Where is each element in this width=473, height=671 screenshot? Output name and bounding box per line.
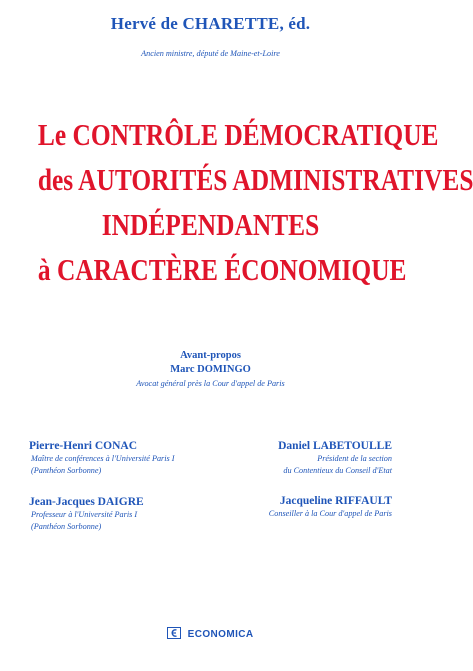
contributor-conac xyxy=(29,439,174,477)
contributor-name: Pierre-Henri CONAC xyxy=(29,440,138,452)
contributor-name: Jean-Jacques DAIGRE xyxy=(29,496,144,508)
foreword-author-role: Avocat général près la Cour d'appel de Paris xyxy=(136,379,285,388)
contributor-riffault xyxy=(269,494,392,520)
contributor-role: du Contentieux du Conseil d'Etat xyxy=(283,466,392,475)
contributor-role: Président de la section xyxy=(317,454,392,463)
foreword-author: Marc DOMINGO xyxy=(170,364,251,375)
publisher xyxy=(0,627,421,642)
contributor-role: (Panthéon Sorbonne) xyxy=(31,522,102,531)
title-line-1: Le CONTRÔLE DÉMOCRATIQUE xyxy=(37,117,439,152)
title-line-4: à CARACTÈRE ÉCONOMIQUE xyxy=(37,252,407,287)
foreword-label: Avant-propos xyxy=(180,350,241,361)
publisher-name: ECONOMICA xyxy=(187,629,254,640)
contributor-role: Maître de conférences à l'Université Paris I xyxy=(31,454,175,463)
editor-name: Hervé de CHARETTE, éd. xyxy=(110,14,311,33)
contributor-name: Jacqueline RIFFAULT xyxy=(279,495,392,507)
contributor-role: Professeur à l'Université Paris I xyxy=(31,510,138,519)
book-title xyxy=(37,112,473,292)
contributor-role: (Panthéon Sorbonne) xyxy=(31,466,102,475)
contributor-name: Daniel LABETOULLE xyxy=(278,440,392,452)
economica-logo-icon xyxy=(167,627,181,642)
title-line-3: INDÉPENDANTES xyxy=(101,207,320,242)
title-line-2: des AUTORITÉS ADMINISTRATIVES xyxy=(37,162,473,197)
contributor-labetoulle xyxy=(278,439,392,477)
contributor-daigre xyxy=(29,495,144,533)
contributor-role: Conseiller à la Cour d'appel de Paris xyxy=(268,509,392,518)
editor-title: Ancien ministre, député de Maine-et-Loire xyxy=(141,49,280,58)
